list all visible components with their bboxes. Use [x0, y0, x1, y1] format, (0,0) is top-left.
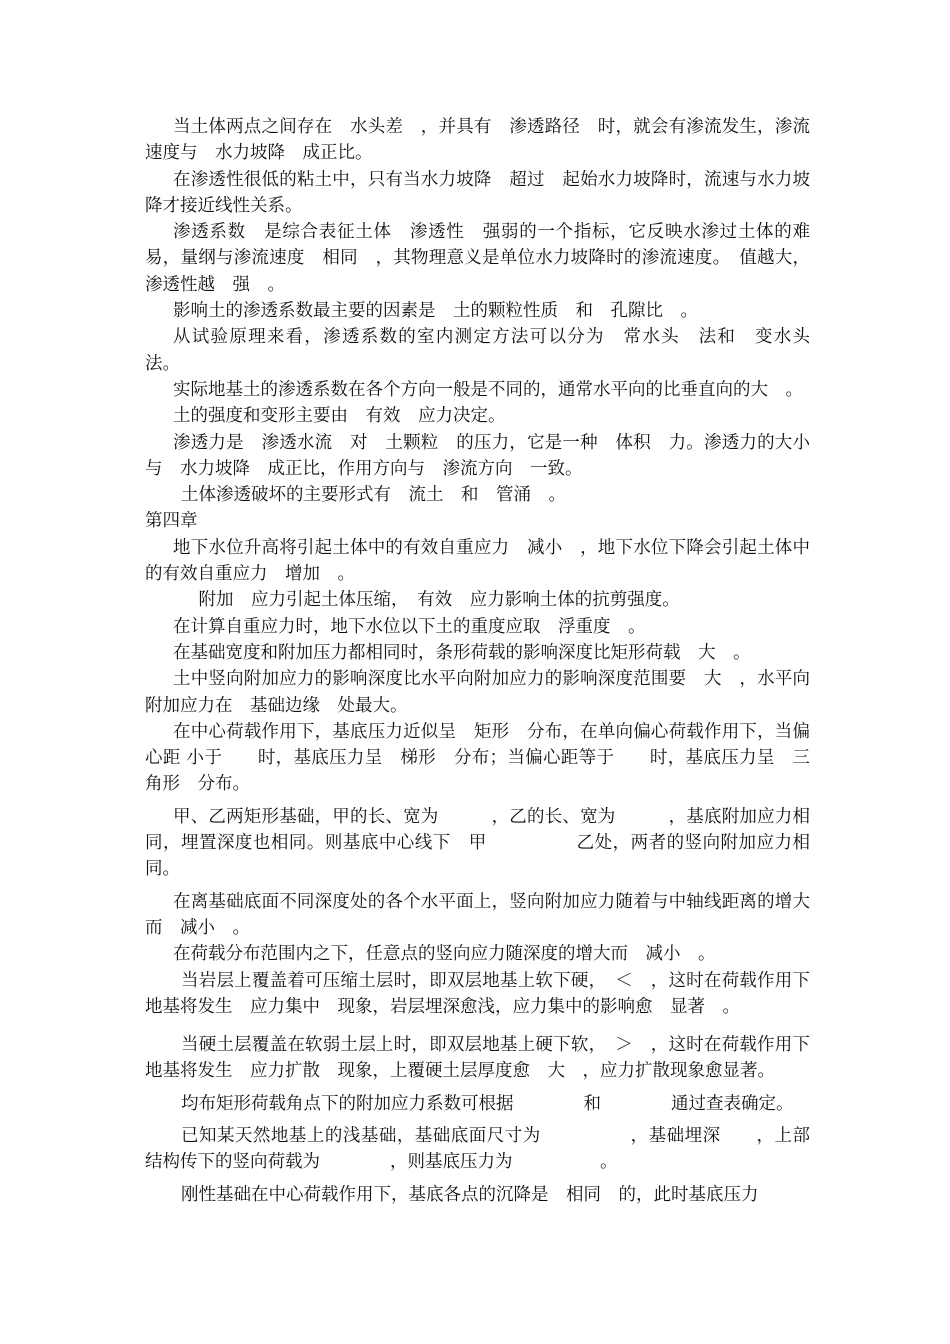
paragraph: 在渗透性很低的粘土中，只有当水力坡降 超过 起始水力坡降时，流速与水力坡降才接近线性关系。: [145, 169, 810, 216]
paragraph: 土的强度和变形主要由 有效 应力决定。: [173, 406, 506, 427]
paragraph: 在中心荷载作用下，基底压力近似呈 矩形 分布，在单向偏心荷载作用下，当偏心距 小于 时，基底压力呈 梯形 分布；当偏心距等于 时，基底压力呈 三角形 分布。: [145, 721, 810, 795]
paragraph: 在离基础底面不同深度处的各个水平面上，竖向附加应力随着与中轴线距离的增大而 减小 。: [145, 891, 810, 938]
paragraph: 渗透系数 是综合表征土体 渗透性 强弱的一个指标，它反映水渗过土体的难易，量纲与渗流速度 相同 ，其物理意义是单位水力坡降时的渗流速度。 值越大，渗透性越 强 。: [145, 222, 810, 295]
paragraph: 渗透力是 渗透水流 对 土颗粒 的压力，它是一种 体积 力。渗透力的大小与 水力坡降 成正比，作用方向与 渗流方向 一致。: [145, 432, 810, 479]
paragraph: 在计算自重应力时，地下水位以下土的重度应取 浮重度 。: [173, 616, 646, 637]
paragraph: 已知某天然地基上的浅基础，基础底面尺寸为 ，基础埋深 ，上部结构传下的竖向荷载为 ，则基底压力为 。: [145, 1125, 810, 1173]
paragraph: 从试验原理来看，渗透系数的室内测定方法可以分为 常水头 法和 变水头 法。: [145, 327, 828, 374]
paragraph: 当硬土层覆盖在软弱土层上时，即双层地基上硬下软， ＞ ，这时在荷载作用下地基将发生 应力扩散 现象，上覆硬土层厚度愈 大 ，应力扩散现象愈显著。: [145, 1035, 810, 1082]
paragraph: 刚性基础在中心荷载作用下，基底各点的沉降是 相同 的，此时基底压力: [181, 1184, 759, 1205]
paragraph: 当土体两点之间存在 水头差 ，并具有 渗透路径 时，就会有渗流发生，渗流速度与 水力坡降 成正比。: [145, 117, 810, 164]
paragraph: 地下水位升高将引起土体中的有效自重应力 减小 ，地下水位下降会引起土体中的有效自重应力 增加 。: [145, 537, 810, 585]
paragraph: 在荷载分布范围内之下，任意点的竖向应力随深度的增大而 减小 。: [173, 944, 716, 965]
paragraph: 甲、乙两矩形基础，甲的长、宽为 ，乙的长、宽为 ，基底附加应力相同，埋置深度也相同。则基底中心线下 甲 乙处，两者的竖向附加应力相同。: [145, 806, 810, 880]
paragraph: 土中竖向附加应力的影响深度比水平向附加应力的影响深度范围要 大 ，水平向附加应力在 基础边缘 处最大。: [145, 669, 810, 716]
document-body: [145, 114, 828, 1208]
paragraph: 影响土的渗透系数最主要的因素是 土的颗粒性质 和 孔隙比 。: [173, 301, 698, 322]
paragraph: 均布矩形荷载角点下的附加应力系数可根据 和 通过查表确定。: [181, 1093, 794, 1114]
chapter-heading: 第四章: [145, 511, 198, 532]
paragraph: 实际地基土的渗透系数在各个方向一般是不同的，通常水平向的比垂直向的大 。: [173, 379, 803, 400]
paragraph: 当岩层上覆盖着可压缩土层时，即双层地基上软下硬， ＜ ，这时在荷载作用下地基将发生 应力集中 现象，岩层埋深愈浅，应力集中的影响愈 显著 。: [145, 970, 810, 1017]
paragraph: 附加 应力引起土体压缩， 有效 应力影响土体的抗剪强度。: [181, 590, 680, 611]
paragraph: 在基础宽度和附加压力都相同时，条形荷载的影响深度比矩形荷载 大 。: [173, 642, 751, 663]
paragraph: 土体渗透破坏的主要形式有 流土 和 管涌 。: [181, 485, 566, 506]
